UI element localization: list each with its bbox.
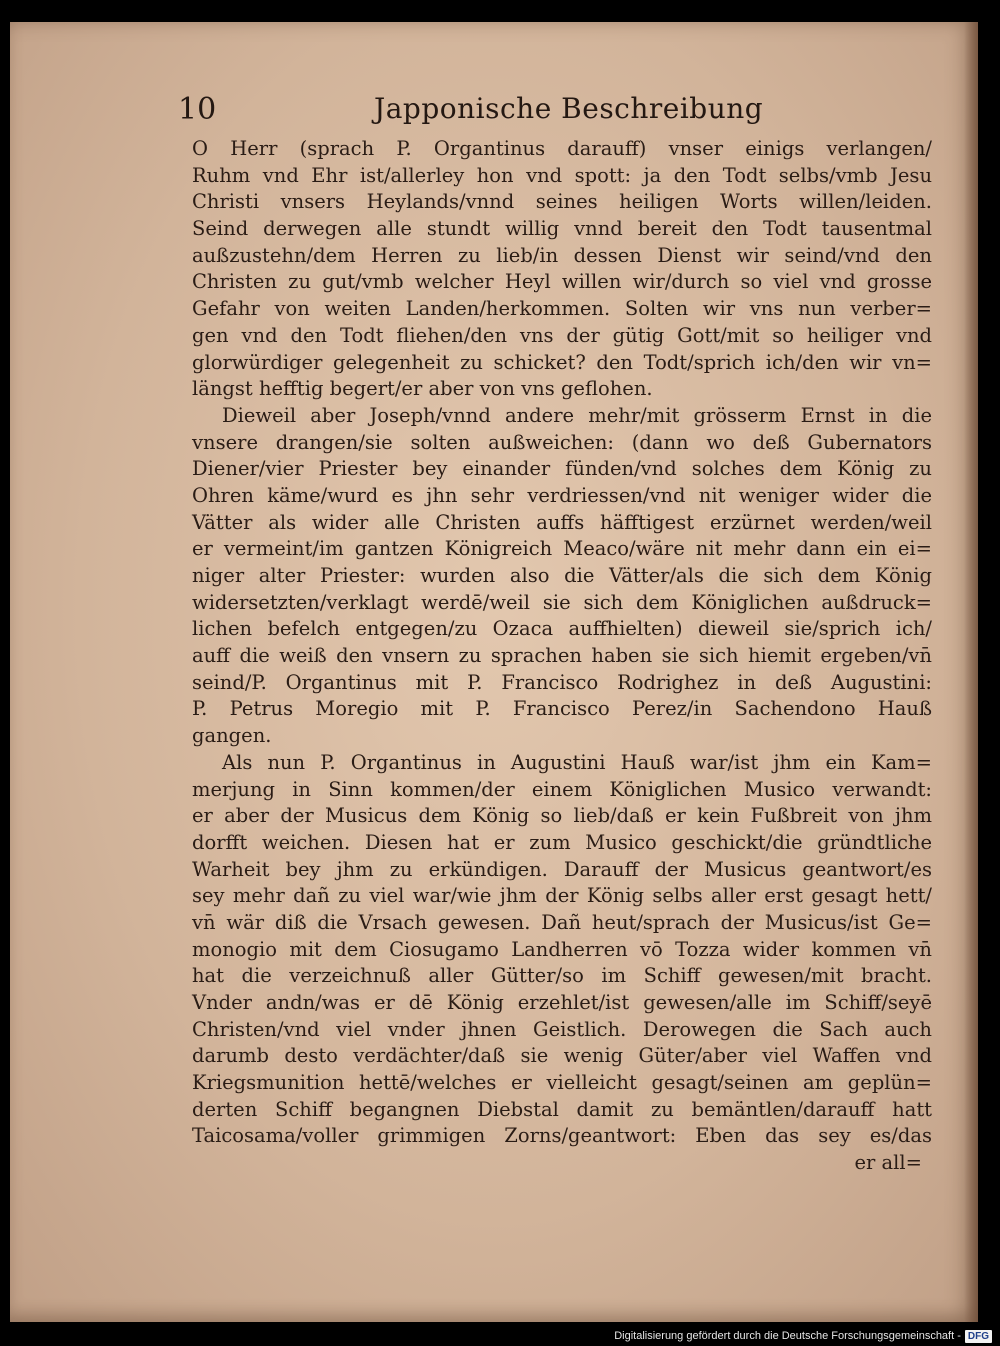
text-line: er vermeint/im gantzen Königreich Meaco/wäre nit mehr dann ein ei=: [192, 537, 932, 561]
text-line: Christen zu gut/vmb welcher Heyl willen wir/durch so viel vnd grosse: [192, 270, 932, 294]
text-line: Seind derwegen alle stundt willig vnnd bereit den Todt tausentmal: [192, 217, 932, 241]
text-line: Gefahr von weiten Landen/herkommen. Solten wir vns nun verber=: [192, 297, 932, 321]
text-line: O Herr (sprach P. Organtinus darauff) vnser einigs verlangen/: [192, 137, 932, 160]
text-line: seind/P. Organtinus mit P. Francisco Rodrighez in deß Augustini:: [192, 670, 932, 694]
text-line: Kriegsmunition hettē/welches er vielleicht gesagt/seinen am geplün=: [192, 1071, 932, 1095]
text-line: außzustehn/dem Herren zu lieb/in dessen Dienst wir seind/vnd den: [192, 243, 932, 267]
text-line: Warheit bey jhm zu erkündigen. Darauff der Musicus geantwort/es: [192, 857, 932, 881]
running-title: Japponische Beschreibung: [374, 92, 764, 125]
text-line: Diener/vier Priester bey einander fünden/vnd solches dem König zu: [192, 457, 932, 481]
text-line: auff die weiß den vnsern zu sprachen haben sie sich hiemit ergeben/vn̄: [192, 644, 932, 668]
text-line: sey mehr dañ zu viel war/wie jhm der König selbs aller erst gesagt hett/: [192, 884, 932, 908]
dfg-logo: DFG: [965, 1330, 992, 1343]
text-line: Ohren käme/wurd es jhn sehr verdriessen/vnd nit weniger wider die: [192, 483, 932, 507]
text-line: glorwürdiger gelegenheit zu schicket? den Todt/sprich ich/den wir vn=: [192, 350, 932, 374]
text-line: widersetzten/verklagt werdē/weil sie sich dem Königlichen außdruck=: [192, 590, 932, 614]
text-line: niger alter Priester: wurden also die Vätter/als die sich dem König: [192, 564, 932, 587]
text-line: Dieweil aber Joseph/vnnd andere mehr/mit grösserm Ernst in die: [222, 403, 932, 427]
digitization-credit: [600, 1328, 992, 1344]
page-edge-shadow: [964, 22, 978, 1322]
text-line: gangen.: [192, 724, 272, 748]
text-line: Christen/vnd viel vnder jhnen Geistlich. Derowegen die Sach auch: [192, 1017, 932, 1041]
text-line: vn̄ wär diß die Vrsach gewesen. Dañ heut/sprach der Musicus/ist Ge=: [192, 910, 932, 934]
document-page: [10, 22, 978, 1322]
text-line: Christi vnsers Heylands/vnnd seines heiligen Worts willen/leiden.: [192, 190, 932, 214]
text-line: Als nun P. Organtinus in Augustini Hauß war/ist jhm ein Kam=: [222, 750, 932, 774]
text-line: Vätter als wider alle Christen auffs häfftigest erzürnet werden/weil: [192, 510, 932, 534]
text-line: derten Schiff begangnen Diebstal damit zu bemäntlen/darauff hatt: [192, 1097, 932, 1121]
text-line: darumb desto verdächter/daß sie wenig Güter/aber viel Waffen vnd: [192, 1044, 932, 1068]
text-line: monogio mit dem Ciosugamo Landherren vō Tozza wider kommen vn̄: [192, 937, 932, 961]
text-line: gen vnd den Todt fliehen/den vns der gütig Gott/mit so heiliger vnd: [192, 323, 932, 347]
body-text: [192, 136, 932, 1177]
credit-text: Digitalisierung gefördert durch die Deutsche Forschungsgemeinschaft -: [614, 1330, 961, 1342]
text-line: längst hefftig begert/er aber von vns geflohen.: [192, 377, 653, 401]
text-line: vnsere drangen/sie solten außweichen: (dann wo deß Gubernators: [192, 430, 932, 454]
text-line: hat die verzeichnuß aller Gütter/so im Schiff gewesen/mit bracht.: [192, 964, 932, 988]
text-line: lichen befelch entgegen/zu Ozaca auffhielten) dieweil sie/sprich ich/: [192, 617, 932, 641]
text-line: merjung in Sinn kommen/der einem Königlichen Musico verwandt:: [192, 777, 932, 801]
text-line: dorfft weichen. Diesen hat er zum Musico geschickt/die gründtliche: [192, 830, 932, 854]
text-line: Vnder andn/was er dē König erzehlet/ist gewesen/alle im Schiff/seyē: [192, 991, 932, 1014]
text-line: P. Petrus Moregio mit P. Francisco Perez/in Sachendono Hauß: [192, 697, 932, 721]
page-header: [178, 92, 764, 136]
text-line: Taicosama/voller grimmigen Zorns/geantwort: Eben das sey es/das: [192, 1124, 932, 1148]
text-line: er aber der Musicus dem König so lieb/daß er kein Fußbreit von jhm: [192, 804, 932, 828]
page-number: 10: [178, 92, 217, 127]
catchword: er all=: [854, 1151, 922, 1175]
text-line: Ruhm vnd Ehr ist/allerley hon vnd spott: ja den Todt selbs/vmb Jesu: [192, 163, 932, 187]
